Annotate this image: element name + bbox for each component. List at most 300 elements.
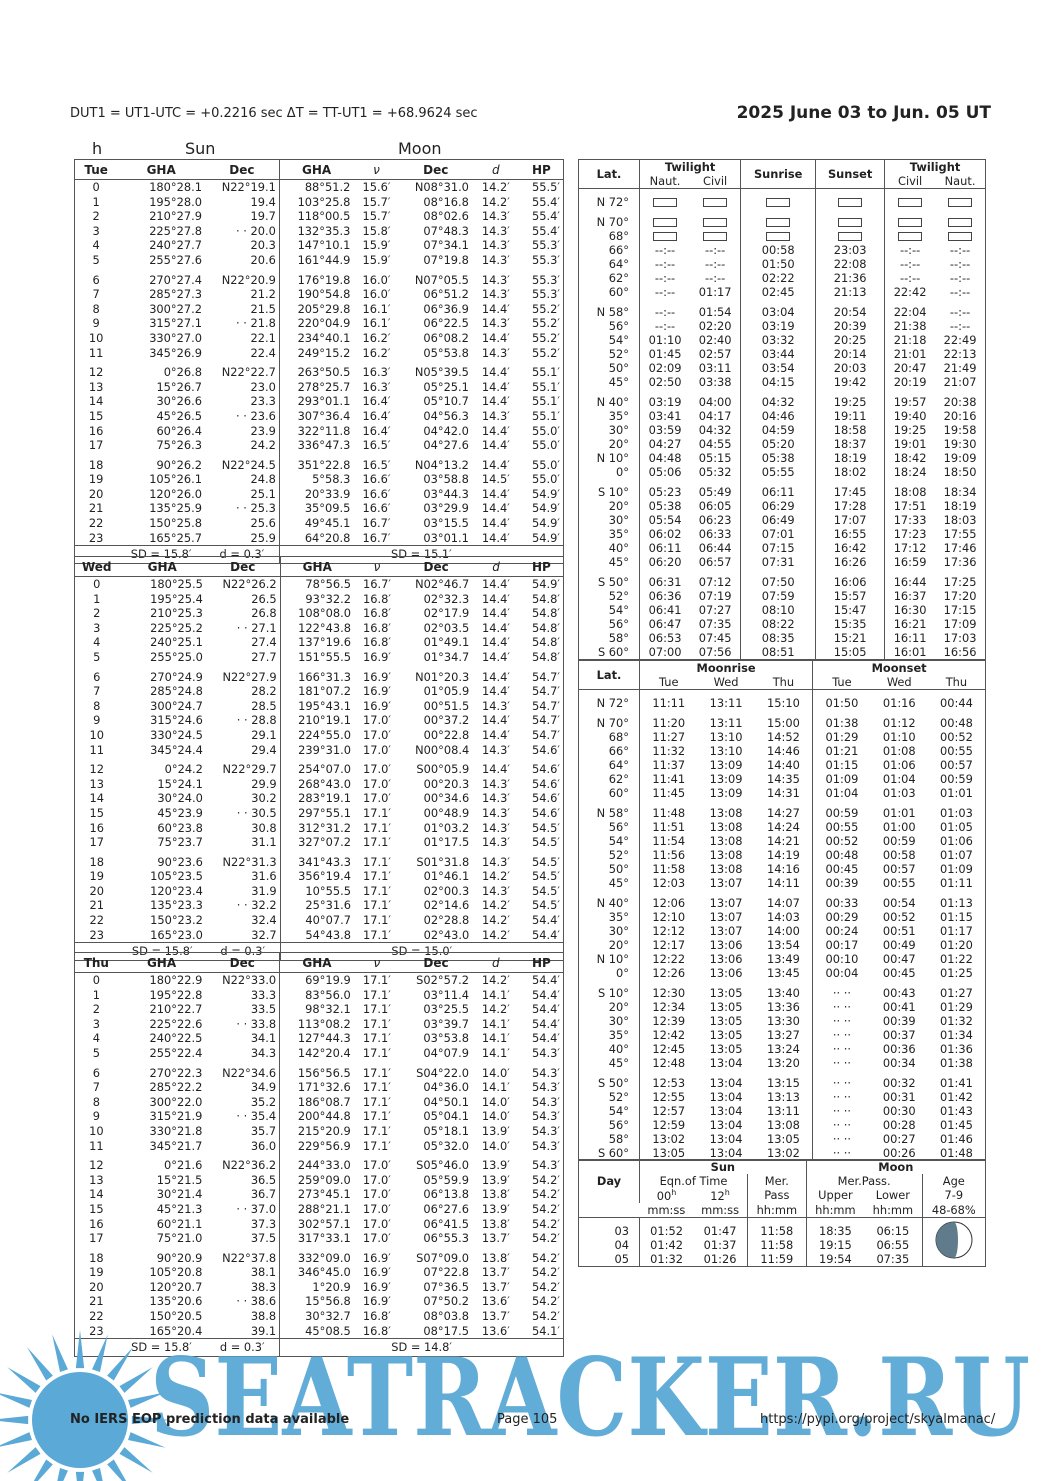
cell: 06:55 <box>876 1237 910 1252</box>
lat-head: Lat. <box>579 160 640 189</box>
always-up-glyph <box>741 189 816 210</box>
cell: 14.4′ <box>482 713 510 728</box>
cell: 54.9′ <box>532 501 560 516</box>
table-row <box>579 690 985 711</box>
cell: 13:10 <box>709 744 743 758</box>
sun-moon-summary-table <box>578 1159 986 1267</box>
cell: 16:44 <box>885 569 936 589</box>
cell: 07:15 <box>741 541 816 555</box>
cell: 01:41 <box>940 1076 973 1090</box>
cell: 13.9′ <box>481 1158 510 1173</box>
table-row <box>75 1231 563 1246</box>
cell: 17.0′ <box>362 1216 391 1231</box>
h12-head: 12 <box>710 1188 725 1203</box>
cell: 54.5′ <box>532 820 560 835</box>
cell: 12:55 <box>652 1090 686 1104</box>
table-row <box>579 1118 985 1132</box>
cell: 147°10.1 <box>279 238 353 253</box>
table-row <box>75 224 563 239</box>
cell: 03°53.8 <box>423 1031 469 1046</box>
cell: 02:09 <box>648 361 682 375</box>
cell: 03°11.4 <box>423 987 469 1002</box>
cell: 6 <box>92 272 100 287</box>
cell: 00:29 <box>813 910 871 924</box>
cell: 16.9′ <box>362 1279 391 1294</box>
cell: 05:55 <box>741 465 816 479</box>
table-row <box>75 821 563 836</box>
cell: 26.5 <box>251 591 277 606</box>
cell: 21:18 <box>885 333 936 347</box>
cell: 0°21.6 <box>164 1158 203 1173</box>
cell: 08°16.8 <box>423 194 469 209</box>
table-row <box>75 287 563 302</box>
table-row <box>579 527 985 541</box>
cell: N22°19.1 <box>221 180 276 194</box>
cell: S00°05.9 <box>416 762 470 777</box>
source-link[interactable]: https://pypi.org/project/skyalmanac/ <box>760 1412 996 1427</box>
cell: 08°03.8 <box>423 1309 469 1324</box>
cell: 06°08.2 <box>423 330 469 345</box>
cell: 17.1′ <box>362 1002 391 1017</box>
cell: 03:11 <box>698 361 732 375</box>
cell: 00:41 <box>882 1000 916 1014</box>
cell: 23.9 <box>250 423 276 438</box>
dut-line: DUT1 = UT1-UTC = +0.2216 sec ΔT = TT-UT1 = +68.9624 sec <box>70 106 478 121</box>
table-row <box>579 1000 985 1014</box>
cell: 54.4′ <box>532 1016 560 1031</box>
cell: ·· ·· <box>813 1028 871 1042</box>
cell: 195°43.1 <box>280 699 354 714</box>
cell: 13.8′ <box>481 1216 510 1231</box>
cell: 78°56.5 <box>280 577 354 592</box>
cell: 33.3 <box>250 987 277 1002</box>
cell: 00:27 <box>882 1132 916 1146</box>
table-row <box>75 1246 563 1266</box>
cell: 13:04 <box>709 1118 743 1132</box>
table-row <box>75 1265 563 1280</box>
table-row <box>75 501 563 516</box>
cell: 13:09 <box>709 786 743 800</box>
hour-heading: h <box>92 139 103 158</box>
cell: --:-- <box>885 271 936 285</box>
cell: 00:32 <box>882 1076 916 1090</box>
cell: 54.8′ <box>532 591 560 606</box>
cell: 01:05 <box>940 820 973 834</box>
cell: · · 28.8 <box>236 713 277 728</box>
cell: 01:03 <box>940 806 973 820</box>
table-row <box>75 487 563 502</box>
cell: ·· ·· <box>813 1132 871 1146</box>
cell: 00:43 <box>882 986 916 1000</box>
cell: 01:45 <box>940 1118 973 1132</box>
cell: 04°50.1 <box>423 1094 469 1109</box>
col-gha: GHA <box>146 955 177 970</box>
cell: 3 <box>92 223 100 238</box>
cell: 00:55 <box>882 876 916 890</box>
svg-text:SEATRACKER.RU: SEATRACKER.RU <box>150 1340 1030 1450</box>
cell: 120°20.7 <box>149 1279 203 1294</box>
cell: 34.3 <box>250 1045 277 1060</box>
cell: 16:06 <box>816 569 885 589</box>
cell: 23:03 <box>816 243 885 257</box>
cell: 165°25.7 <box>149 530 202 545</box>
cell: 11:48 <box>652 806 686 820</box>
cell: 06:05 <box>698 499 732 513</box>
cell: 17 <box>89 1231 104 1246</box>
page-title: 2025 June 03 to Jun. 05 UT <box>736 103 991 123</box>
cell: 278°25.7 <box>279 380 353 395</box>
col-nu: ν <box>373 162 380 177</box>
cell: 13:02 <box>652 1132 686 1146</box>
table-row <box>579 333 985 347</box>
table-row <box>579 876 985 890</box>
table-row <box>75 316 563 331</box>
col-dec: Dec <box>230 559 256 574</box>
cell: 14:46 <box>767 744 800 758</box>
cell: ·· ·· <box>813 1104 871 1118</box>
cell: 01:11 <box>940 876 973 890</box>
cell: 54.3′ <box>532 1158 560 1173</box>
cell: 00:58 <box>741 243 816 257</box>
col-dec: Dec <box>229 162 255 177</box>
cell: 13:08 <box>709 820 743 834</box>
table-row <box>75 1080 563 1095</box>
cell: 13:06 <box>709 952 743 966</box>
cell: 17.0′ <box>362 1231 391 1246</box>
cell: 176°19.8 <box>279 268 353 288</box>
always-up-glyph <box>741 229 816 243</box>
cell: 12 <box>89 762 105 777</box>
cell: 16.9′ <box>363 649 391 664</box>
table-row <box>75 757 563 777</box>
cell: 07°34.1 <box>423 238 469 253</box>
cell: 137°19.6 <box>280 635 354 650</box>
cell: 0°24.2 <box>164 762 203 777</box>
lat-cell: 60° <box>579 786 640 800</box>
cell: 54.2′ <box>532 1279 560 1294</box>
cell: 16.1′ <box>362 301 391 316</box>
cell: 18 <box>89 1250 104 1265</box>
cell: 14.2′ <box>482 913 510 928</box>
cell: N01°20.3 <box>415 669 470 684</box>
cell: 06°55.3 <box>423 1231 469 1246</box>
cell: 54.2′ <box>532 1216 560 1231</box>
cell: 195°28.0 <box>149 194 202 209</box>
cell: 20:39 <box>816 319 885 333</box>
cell: 01°49.1 <box>423 635 470 650</box>
cell: 04:17 <box>698 409 732 423</box>
lower-head: Lower <box>875 1188 910 1203</box>
table-row <box>579 589 985 603</box>
cell: 00:34 <box>882 1056 916 1070</box>
table-row <box>75 1139 563 1154</box>
cell: 14:11 <box>767 876 800 890</box>
cell: 22:04 <box>885 299 936 319</box>
cell: 22:08 <box>816 257 885 271</box>
cell: 07:56 <box>698 645 732 659</box>
cell: N22°27.9 <box>222 669 277 684</box>
cell: 75°21.0 <box>156 1231 203 1246</box>
table-row <box>75 835 563 850</box>
cell: 13:08 <box>767 1118 800 1132</box>
cell: 190°54.8 <box>279 287 353 302</box>
cell: 17.1′ <box>362 1065 391 1080</box>
cell: 13.8′ <box>481 1187 510 1202</box>
cell: 03:38 <box>698 375 732 389</box>
cell: 00:51 <box>882 924 916 938</box>
col-gha: GHA <box>146 162 176 177</box>
cell: 151°55.5 <box>280 650 354 665</box>
cell: 01:50 <box>813 690 871 711</box>
lat-cell: 45° <box>579 876 640 890</box>
table-row <box>579 375 985 389</box>
footer-note: No IERS EOP prediction data available <box>70 1412 350 1427</box>
cell: 11:27 <box>652 730 686 744</box>
cell: 224°55.0 <box>280 728 354 743</box>
cell: 06:15 <box>876 1223 910 1238</box>
cell: 14 <box>88 394 104 409</box>
cell: 127°44.3 <box>280 1031 354 1046</box>
cell: 34.9 <box>250 1080 277 1095</box>
table-row <box>75 1046 563 1061</box>
cell: 13:07 <box>709 896 743 910</box>
cell: 7 <box>92 1080 100 1095</box>
cell: 14:21 <box>767 834 800 848</box>
cell: · · 33.8 <box>236 1016 277 1031</box>
cell: 01°34.7 <box>423 649 470 664</box>
cell: 5°58.3 <box>279 472 353 487</box>
cell: 3 <box>92 1016 100 1031</box>
lat-cell: 52° <box>579 347 640 361</box>
cell: 14.4′ <box>482 669 510 684</box>
cell: 12:48 <box>652 1056 686 1070</box>
cell: S07°09.0 <box>416 1250 469 1265</box>
table-row <box>75 424 563 439</box>
cell: 00:26 <box>882 1146 916 1160</box>
table-row <box>75 621 563 636</box>
lat-cell: S 60° <box>579 1146 640 1160</box>
cell: 21:38 <box>885 319 936 333</box>
cell: 55.3′ <box>532 252 560 267</box>
cell: 166°31.3 <box>280 665 354 685</box>
cell: 54.9′ <box>532 486 560 501</box>
cell: 21.2 <box>250 287 276 302</box>
lat-cell: 56° <box>579 319 640 333</box>
cell: 01:17 <box>940 924 973 938</box>
cell: 01°46.1 <box>423 869 470 884</box>
lat-cell: 50° <box>579 862 640 876</box>
cell: 54.7′ <box>532 727 560 742</box>
cell: 12:42 <box>652 1028 686 1042</box>
cell: 31.9 <box>251 883 277 898</box>
cell: 14.3′ <box>482 883 510 898</box>
cell: 17.1′ <box>363 854 391 869</box>
table-row <box>75 360 563 380</box>
cell: 90°20.9 <box>156 1250 203 1265</box>
cell: 13:08 <box>709 848 743 862</box>
cell: 14:27 <box>767 806 800 820</box>
cell: N22°31.3 <box>222 854 277 869</box>
cell: 55.2′ <box>532 345 560 360</box>
cell: 14:07 <box>767 896 800 910</box>
cell: 04:55 <box>698 437 732 451</box>
cell: 113°08.2 <box>280 1017 354 1032</box>
cell: 00:44 <box>940 696 973 710</box>
cell: 15.6′ <box>362 180 391 194</box>
cell: 13:40 <box>767 986 800 1000</box>
cell: 14 <box>89 1187 104 1202</box>
cell: 35.2 <box>250 1094 277 1109</box>
cell: 18:08 <box>885 479 936 499</box>
cell: 54.7′ <box>532 713 560 728</box>
day-cell: 04 <box>579 1238 640 1252</box>
cell: 17.0′ <box>362 1172 391 1187</box>
cell: 28.5 <box>251 698 277 713</box>
cell: 06:57 <box>698 555 732 569</box>
cell: 16:37 <box>885 589 936 603</box>
lat-cell: 20° <box>579 938 640 952</box>
cell: 16.0′ <box>362 287 391 302</box>
cell: 54.2′ <box>532 1294 560 1309</box>
table-row <box>579 271 985 285</box>
cell: 00:57 <box>882 862 916 876</box>
cell: 04:48 <box>648 451 682 465</box>
cell: 01:54 <box>698 305 732 319</box>
cell: 04:59 <box>741 423 816 437</box>
cell: 312°31.2 <box>280 821 354 836</box>
cell: 7 <box>92 287 100 302</box>
cell: 13:10 <box>709 730 743 744</box>
cell: 20 <box>88 486 104 501</box>
cell: 18:19 <box>816 451 885 465</box>
always-up-glyph <box>885 229 936 243</box>
cell: 00:39 <box>813 876 871 890</box>
cell: 30°26.6 <box>156 394 202 409</box>
table-row <box>75 180 563 195</box>
cell: 18 <box>89 854 105 869</box>
cell: · · 20.0 <box>235 223 276 238</box>
table-row <box>75 577 563 592</box>
cell: 3 <box>93 620 101 635</box>
cell: 16.9′ <box>362 1294 391 1309</box>
cell: 98°32.1 <box>280 1002 354 1017</box>
cell: 103°25.8 <box>279 195 353 210</box>
cell: 14.2′ <box>482 898 510 913</box>
cell: 07:12 <box>698 575 732 589</box>
cell: 54.3′ <box>532 1094 560 1109</box>
cell: 16.7′ <box>363 577 391 591</box>
table-row <box>75 209 563 224</box>
cell: 55.3′ <box>532 238 560 253</box>
tue-head: Tue <box>659 675 679 689</box>
unit-head: mm:ss <box>647 1202 686 1217</box>
cell: 30.8 <box>251 820 277 835</box>
cell: 16:21 <box>885 617 936 631</box>
cell: 19:15 <box>806 1238 864 1252</box>
cell: 06°36.9 <box>423 301 469 316</box>
cell: 17.0′ <box>363 727 391 742</box>
lat-cell: 52° <box>579 1090 640 1104</box>
cell: 55.4′ <box>532 209 560 224</box>
cell: 29.9 <box>251 776 277 791</box>
cell: 01:46 <box>940 1132 973 1146</box>
cell: 14.4′ <box>481 365 510 380</box>
cell: 00:52 <box>882 910 916 924</box>
table-row <box>579 966 985 980</box>
cell: 15°56.8 <box>280 1294 354 1309</box>
table-row <box>75 1109 563 1124</box>
cell: 11:11 <box>652 696 686 710</box>
unit-head: hh:mm <box>872 1202 914 1217</box>
cell: 5 <box>92 1045 100 1060</box>
cell: 54.2′ <box>532 1201 560 1216</box>
col-dec: Dec <box>423 162 449 177</box>
cell: 07°48.3 <box>423 223 469 238</box>
cell: 05°25.1 <box>423 379 469 394</box>
cell: 17:07 <box>816 513 885 527</box>
lat-cell: S 50° <box>579 569 640 589</box>
cell: ·· ·· <box>813 980 871 1000</box>
cell: 22:42 <box>885 285 936 299</box>
cell: --:-- <box>654 243 676 257</box>
table-row <box>579 257 985 271</box>
cell: 13.7′ <box>481 1265 510 1280</box>
table-row <box>579 541 985 555</box>
cell: 12:53 <box>652 1076 686 1090</box>
cell: 21:49 <box>943 361 977 375</box>
cell: 55.4′ <box>532 223 560 238</box>
table-row <box>579 730 985 744</box>
table-row <box>579 862 985 876</box>
cell: 06:23 <box>698 513 732 527</box>
cell: 12:30 <box>652 986 686 1000</box>
cell: N22°37.8 <box>222 1250 277 1265</box>
cell: 16.7′ <box>362 530 391 545</box>
cell: 20:16 <box>943 409 977 423</box>
cell: 20°33.9 <box>279 487 353 502</box>
cell: 17:45 <box>816 479 885 499</box>
sunrise-head: Sunrise <box>741 160 816 189</box>
cell: 300°22.0 <box>149 1094 203 1109</box>
cell: 14.3′ <box>481 223 510 238</box>
cell: 13:05 <box>709 1042 743 1056</box>
cell: 263°50.5 <box>279 360 353 380</box>
lat-cell: 30° <box>579 1014 640 1028</box>
table-row <box>579 555 985 569</box>
cell: ·· ·· <box>813 1042 871 1056</box>
cell: 00°37.2 <box>423 713 470 728</box>
cell: 00:39 <box>882 1014 916 1028</box>
cell: 07°22.8 <box>423 1265 469 1280</box>
civil-head: Civil <box>703 174 728 188</box>
lat-cell: N 40° <box>579 389 640 409</box>
table-row <box>75 453 563 473</box>
cell: 54.7′ <box>532 684 560 699</box>
sun-sd: SD = 15.8′ <box>118 1339 206 1357</box>
cell: 07:31 <box>741 555 816 569</box>
cell: · · 25.3 <box>235 501 276 516</box>
cell: 17.1′ <box>362 1109 391 1124</box>
cell: 88°51.2 <box>279 180 353 195</box>
cell: 14.4′ <box>481 501 510 516</box>
cell: 16.5′ <box>362 457 391 472</box>
cell: 54.6′ <box>532 791 560 806</box>
table-row <box>579 1070 985 1090</box>
cell: 9 <box>92 1109 100 1124</box>
cell: N07°05.5 <box>414 272 469 287</box>
cell: 06:20 <box>648 555 682 569</box>
sun-sd: SD = 15.8′ <box>119 943 206 961</box>
